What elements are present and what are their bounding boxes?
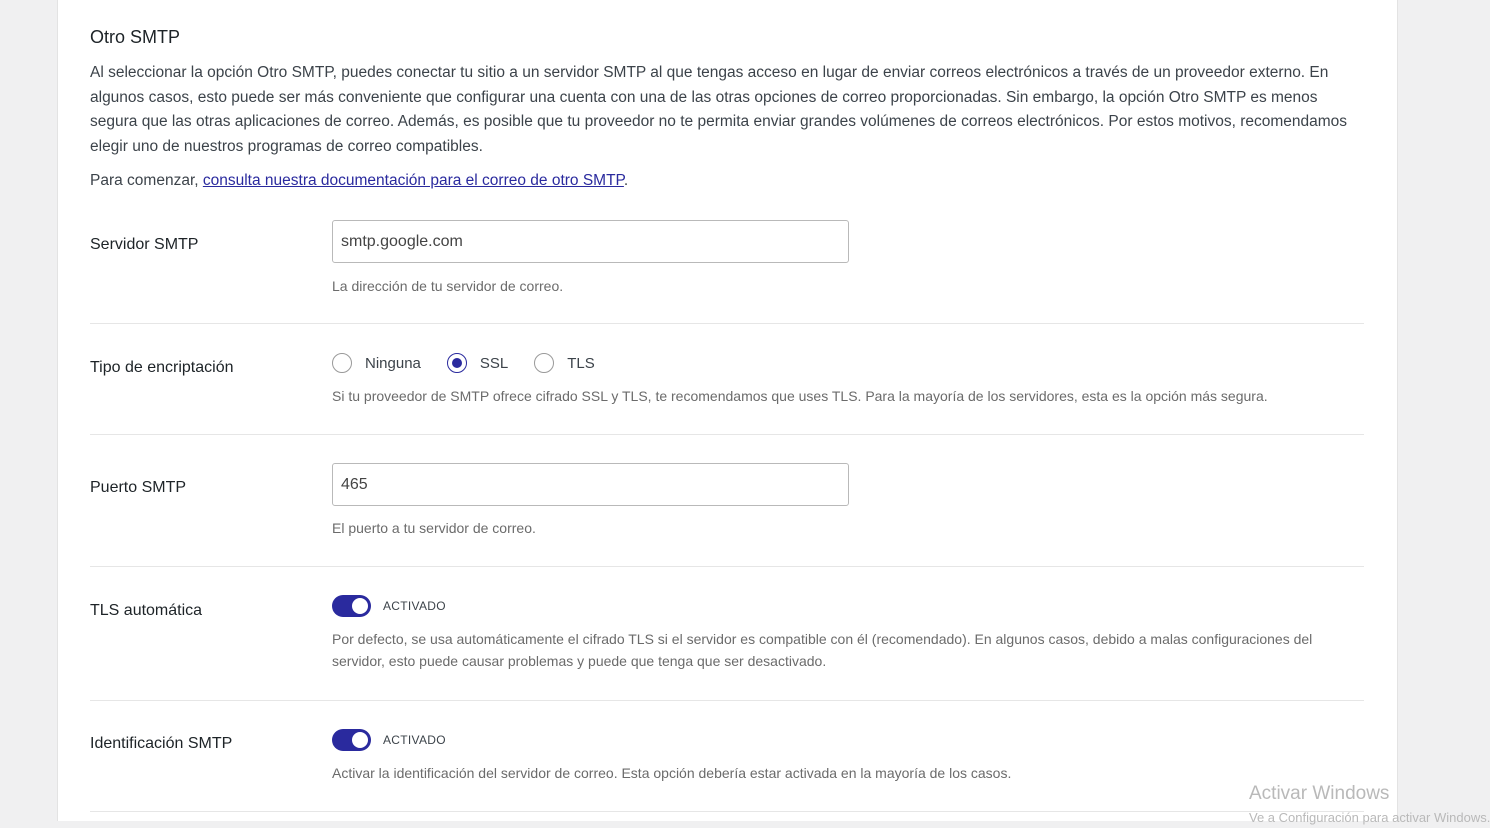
encryption-radio-group [332,353,621,373]
encryption-option-none[interactable] [332,353,421,373]
smtp-host-help: La dirección de tu servidor de correo. [332,278,564,294]
auto-tls-toggle-wrap [332,595,446,617]
windows-activation-watermark [1249,782,1490,828]
encryption-row [90,324,1364,435]
radio-tls-circle[interactable] [534,353,554,373]
radio-none-label: Ninguna [365,354,421,372]
getting-started-prefix: Para comenzar, [90,172,203,189]
auto-tls-toggle[interactable] [332,595,371,617]
smtp-auth-row [90,701,1364,812]
auto-tls-row [90,567,1364,701]
smtp-auth-label: Identificación SMTP [90,735,233,752]
radio-ssl-label: SSL [479,354,509,372]
smtp-auth-state: ACTIVADO [383,733,446,747]
smtp-auth-help: Activar la identificación del servidor de correo. Esta opción debería estar activada en la mayoría de los casos. [332,765,1012,781]
getting-started-text [90,169,628,193]
smtp-host-row [90,220,1364,324]
encryption-option-tls[interactable] [534,353,595,373]
smtp-port-help: El puerto a tu servidor de correo. [332,520,536,536]
watermark-subtitle: Ve a Configuración para activar Windows. [1249,810,1490,825]
encryption-label: Tipo de encriptación [90,359,234,376]
documentation-link[interactable]: consulta nuestra documentación para el correo de otro SMTP [202,172,624,189]
encryption-option-ssl[interactable] [447,353,508,373]
smtp-port-input[interactable] [332,463,849,506]
smtp-port-field [332,463,849,506]
smtp-auth-toggle-wrap [332,729,446,751]
smtp-host-label: Servidor SMTP [90,236,199,253]
radio-ssl-circle[interactable] [447,353,467,373]
radio-none-circle[interactable] [332,353,352,373]
section-title: Otro SMTP [90,27,181,47]
auto-tls-state: ACTIVADO [383,599,446,613]
smtp-host-input[interactable] [332,220,849,263]
auto-tls-label: TLS automática [90,602,203,619]
smtp-port-label: Puerto SMTP [90,479,187,496]
settings-panel [57,0,1398,821]
watermark-title: Activar Windows [1249,783,1390,804]
radio-tls-label: TLS [567,354,595,372]
smtp-port-row [90,435,1364,567]
section-intro: Al seleccionar la opción Otro SMTP, puedes conectar tu sitio a un servidor SMTP al que tengas acceso en lugar de enviar correos electrónicos a través de un proveedor externo. En algunos casos, esto puede ser más conveniente que configurar una cuenta con una de las otras opciones de correo proporcionadas. Sin embargo, la opción Otro SMTP es menos segura que las otras aplicaciones de correo. Además, es posible que tu proveedor no te permita enviar grandes volúmenes de correos electrónicos. Por estos motivos, recomendamos elegir uno de nuestros programas de correo compatibles. [90,64,1348,155]
smtp-auth-toggle[interactable] [332,729,371,751]
encryption-help: Si tu proveedor de SMTP ofrece cifrado SSL y TLS, te recomendamos que uses TLS. Para la mayoría de los servidores, esta es la opción más segura. [332,388,1268,404]
getting-started-suffix: . [623,172,629,189]
auto-tls-help: Por defecto, se usa automáticamente el cifrado TLS si el servidor es compatible con él (recomendado). En algunos casos, debido a malas configuraciones del servidor, esto puede causar problemas y puede que tenga que ser desactivado. [332,631,1313,669]
smtp-host-field [332,220,849,263]
